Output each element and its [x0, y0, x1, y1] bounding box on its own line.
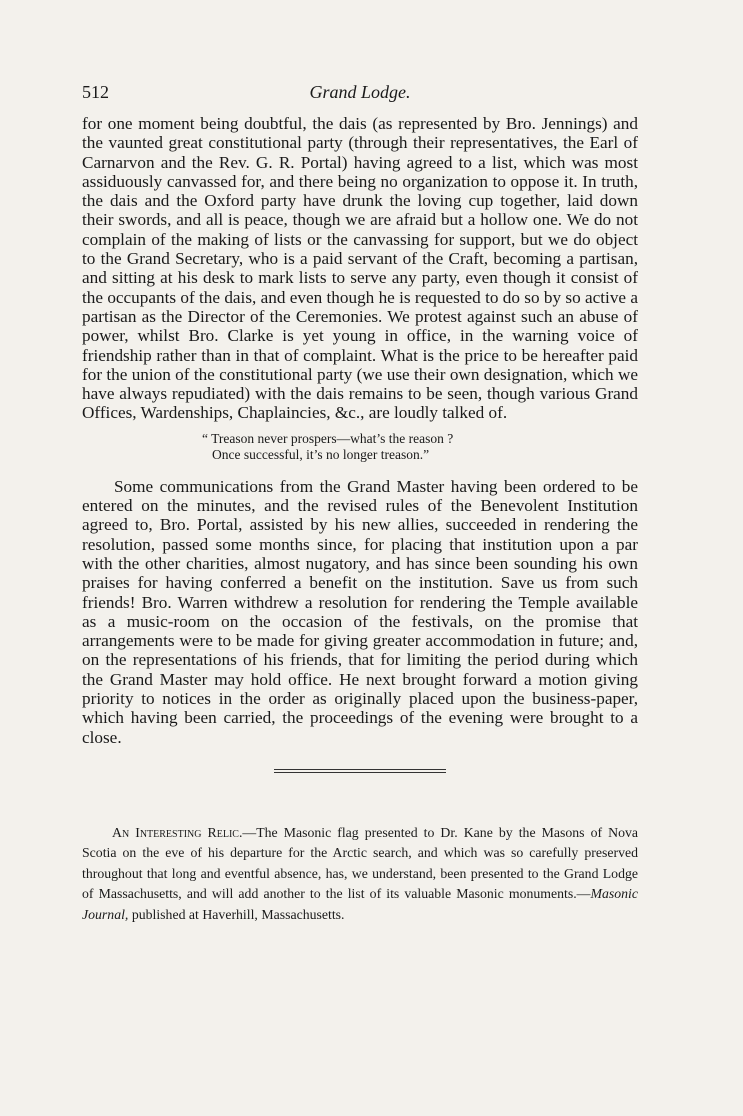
running-title: Grand Lodge. — [309, 82, 411, 102]
note-heading: An Interesting Relic. — [112, 824, 243, 840]
document-page — [82, 78, 638, 939]
paragraph-continued: for one moment being doubtful, the dais (as represented by Bro. Jennings) and the vaunted great constitutional party (through their representatives, the Earl of Carnarvon and the Rev. G. R. Portal) having agreed to a list, which was most assiduously canvassed for, and there being no organization to oppose it. In truth, the dais and the Oxford party have drunk the loving cup together, laid down their swords, and all is peace, though we are afraid but a hollow one. We do not complain of the making of lists or the canvassing for support, but we do object to the Grand Secretary, who is a paid servant of the Craft, becoming a partisan, and sitting at his desk to mark lists to serve any party, even though it consist of the occupants of the dais, and even though he is requested to do so by so active a partisan as the Director of the Ceremonies. We protest against such an abuse of power, whilst Bro. Clarke is yet young in office, in the warning voice of friendship rather than in that of complaint. What is the price to be hereafter paid for the union of the constitutional party (we use their own designation, which we have always repudiated) with the dais remains to be seen, though various Grand Offices, Wardenships, Chaplaincies, &c., are loudly talked of. — [82, 114, 638, 423]
note-text: —The Masonic flag presented to Dr. Kane by the Masons of Nova Scotia on the eve of his departure for the Arctic search, and which was so carefully preserved throughout that long and eventful absence, has, we understand, been presented to the Grand Lodge of Massachusetts, and will add another to the list of its valuable Masonic monuments.— — [82, 824, 638, 902]
quote-line-2: Once successful, it’s no longer treason.” — [212, 446, 430, 462]
note-source: Masonic Journal, — [82, 886, 638, 922]
paragraph-proceedings: Some communications from the Grand Master having been ordered to be entered on the minutes, and the revised rules of the Benevolent Institution agreed to, Bro. Portal, assisted by his new allies, succeeded in rendering the resolution, passed some months since, for placing that institution upon a par with the other charities, almost nugatory, and has since been sounding his own praises for having conferred a benefit on the institution. Save us from such friends! Bro. Warren withdrew a resolution for rendering the Temple available as a music-room on the occasion of the festivals, on the promise that arrangements were to be made for giving greater accommodation in future; and, on the representations of his friends, that for limiting the period during which the Grand Master may hold office. He next brought forward a motion giving priority to notices in the order as originally placed upon the business-paper, which having been carried, the proceedings of the evening were brought to a close. — [82, 476, 638, 747]
page-header — [82, 78, 638, 112]
note-text-end: published at Haverhill, Massachusetts. — [128, 906, 345, 922]
news-note — [82, 823, 638, 925]
page-number: 512 — [82, 82, 109, 102]
quote-line-1: “ Treason never prospers—what’s the reason ? — [202, 430, 454, 446]
section-divider — [274, 769, 446, 773]
verse-quotation — [82, 431, 638, 463]
